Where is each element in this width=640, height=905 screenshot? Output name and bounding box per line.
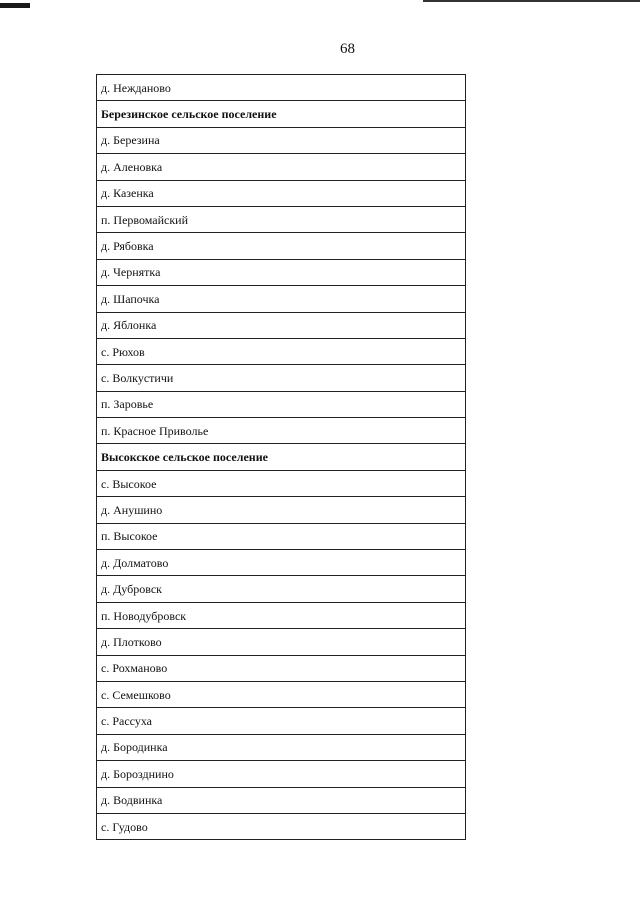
table-row <box>97 523 466 549</box>
table-row <box>97 312 466 338</box>
settlement-name-cell: с. Рюхов <box>97 338 466 364</box>
scan-artifact-mark <box>0 3 30 8</box>
settlement-name-cell: д. Аленовка <box>97 154 466 180</box>
settlement-name-cell: с. Высокое <box>97 470 466 496</box>
table-row <box>97 681 466 707</box>
settlement-name-cell: д. Шапочка <box>97 286 466 312</box>
table-row <box>97 708 466 734</box>
table-row <box>97 206 466 232</box>
settlement-name-cell: д. Яблонка <box>97 312 466 338</box>
settlement-name-cell: с. Рассуха <box>97 708 466 734</box>
table-row <box>97 497 466 523</box>
section-header-cell: Высокское сельское поселение <box>97 444 466 470</box>
settlement-name-cell: д. Плотково <box>97 629 466 655</box>
table-row <box>97 127 466 153</box>
table-row <box>97 391 466 417</box>
settlement-name-cell: д. Водвинка <box>97 787 466 813</box>
table-row <box>97 734 466 760</box>
table-row <box>97 418 466 444</box>
scan-artifact-line <box>423 0 640 2</box>
table-row <box>97 470 466 496</box>
table-row <box>97 602 466 628</box>
settlement-name-cell: д. Нежданово <box>97 75 466 101</box>
settlement-name-cell: д. Казенка <box>97 180 466 206</box>
table-row <box>97 154 466 180</box>
settlement-name-cell: с. Рохманово <box>97 655 466 681</box>
table-row <box>97 365 466 391</box>
page-number: 68 <box>340 41 355 57</box>
table-row <box>97 655 466 681</box>
table-row <box>97 629 466 655</box>
settlement-name-cell: с. Волкустичи <box>97 365 466 391</box>
settlement-name-cell: п. Заровье <box>97 391 466 417</box>
settlement-name-cell: д. Рябовка <box>97 233 466 259</box>
settlements-table-body <box>97 75 466 840</box>
table-row <box>97 180 466 206</box>
settlement-name-cell: д. Чернятка <box>97 259 466 285</box>
settlement-name-cell: д. Анушино <box>97 497 466 523</box>
table-row <box>97 761 466 787</box>
table-row <box>97 338 466 364</box>
settlement-name-cell: д. Березина <box>97 127 466 153</box>
settlement-name-cell: д. Дубровск <box>97 576 466 602</box>
section-header-row <box>97 444 466 470</box>
settlements-table <box>96 74 466 840</box>
table-row <box>97 233 466 259</box>
settlement-name-cell: с. Семешково <box>97 681 466 707</box>
table-row <box>97 75 466 101</box>
table-row <box>97 286 466 312</box>
table-row <box>97 259 466 285</box>
table-row <box>97 550 466 576</box>
settlement-name-cell: д. Долматово <box>97 550 466 576</box>
section-header-cell: Березинское сельское поселение <box>97 101 466 127</box>
table-row <box>97 813 466 839</box>
settlement-name-cell: п. Высокое <box>97 523 466 549</box>
table-row <box>97 787 466 813</box>
settlement-name-cell: п. Новодубровск <box>97 602 466 628</box>
section-header-row <box>97 101 466 127</box>
settlement-name-cell: д. Борозднино <box>97 761 466 787</box>
settlement-name-cell: п. Первомайский <box>97 206 466 232</box>
settlement-name-cell: д. Бородинка <box>97 734 466 760</box>
settlement-name-cell: с. Гудово <box>97 813 466 839</box>
table-row <box>97 576 466 602</box>
settlement-name-cell: п. Красное Приволье <box>97 418 466 444</box>
